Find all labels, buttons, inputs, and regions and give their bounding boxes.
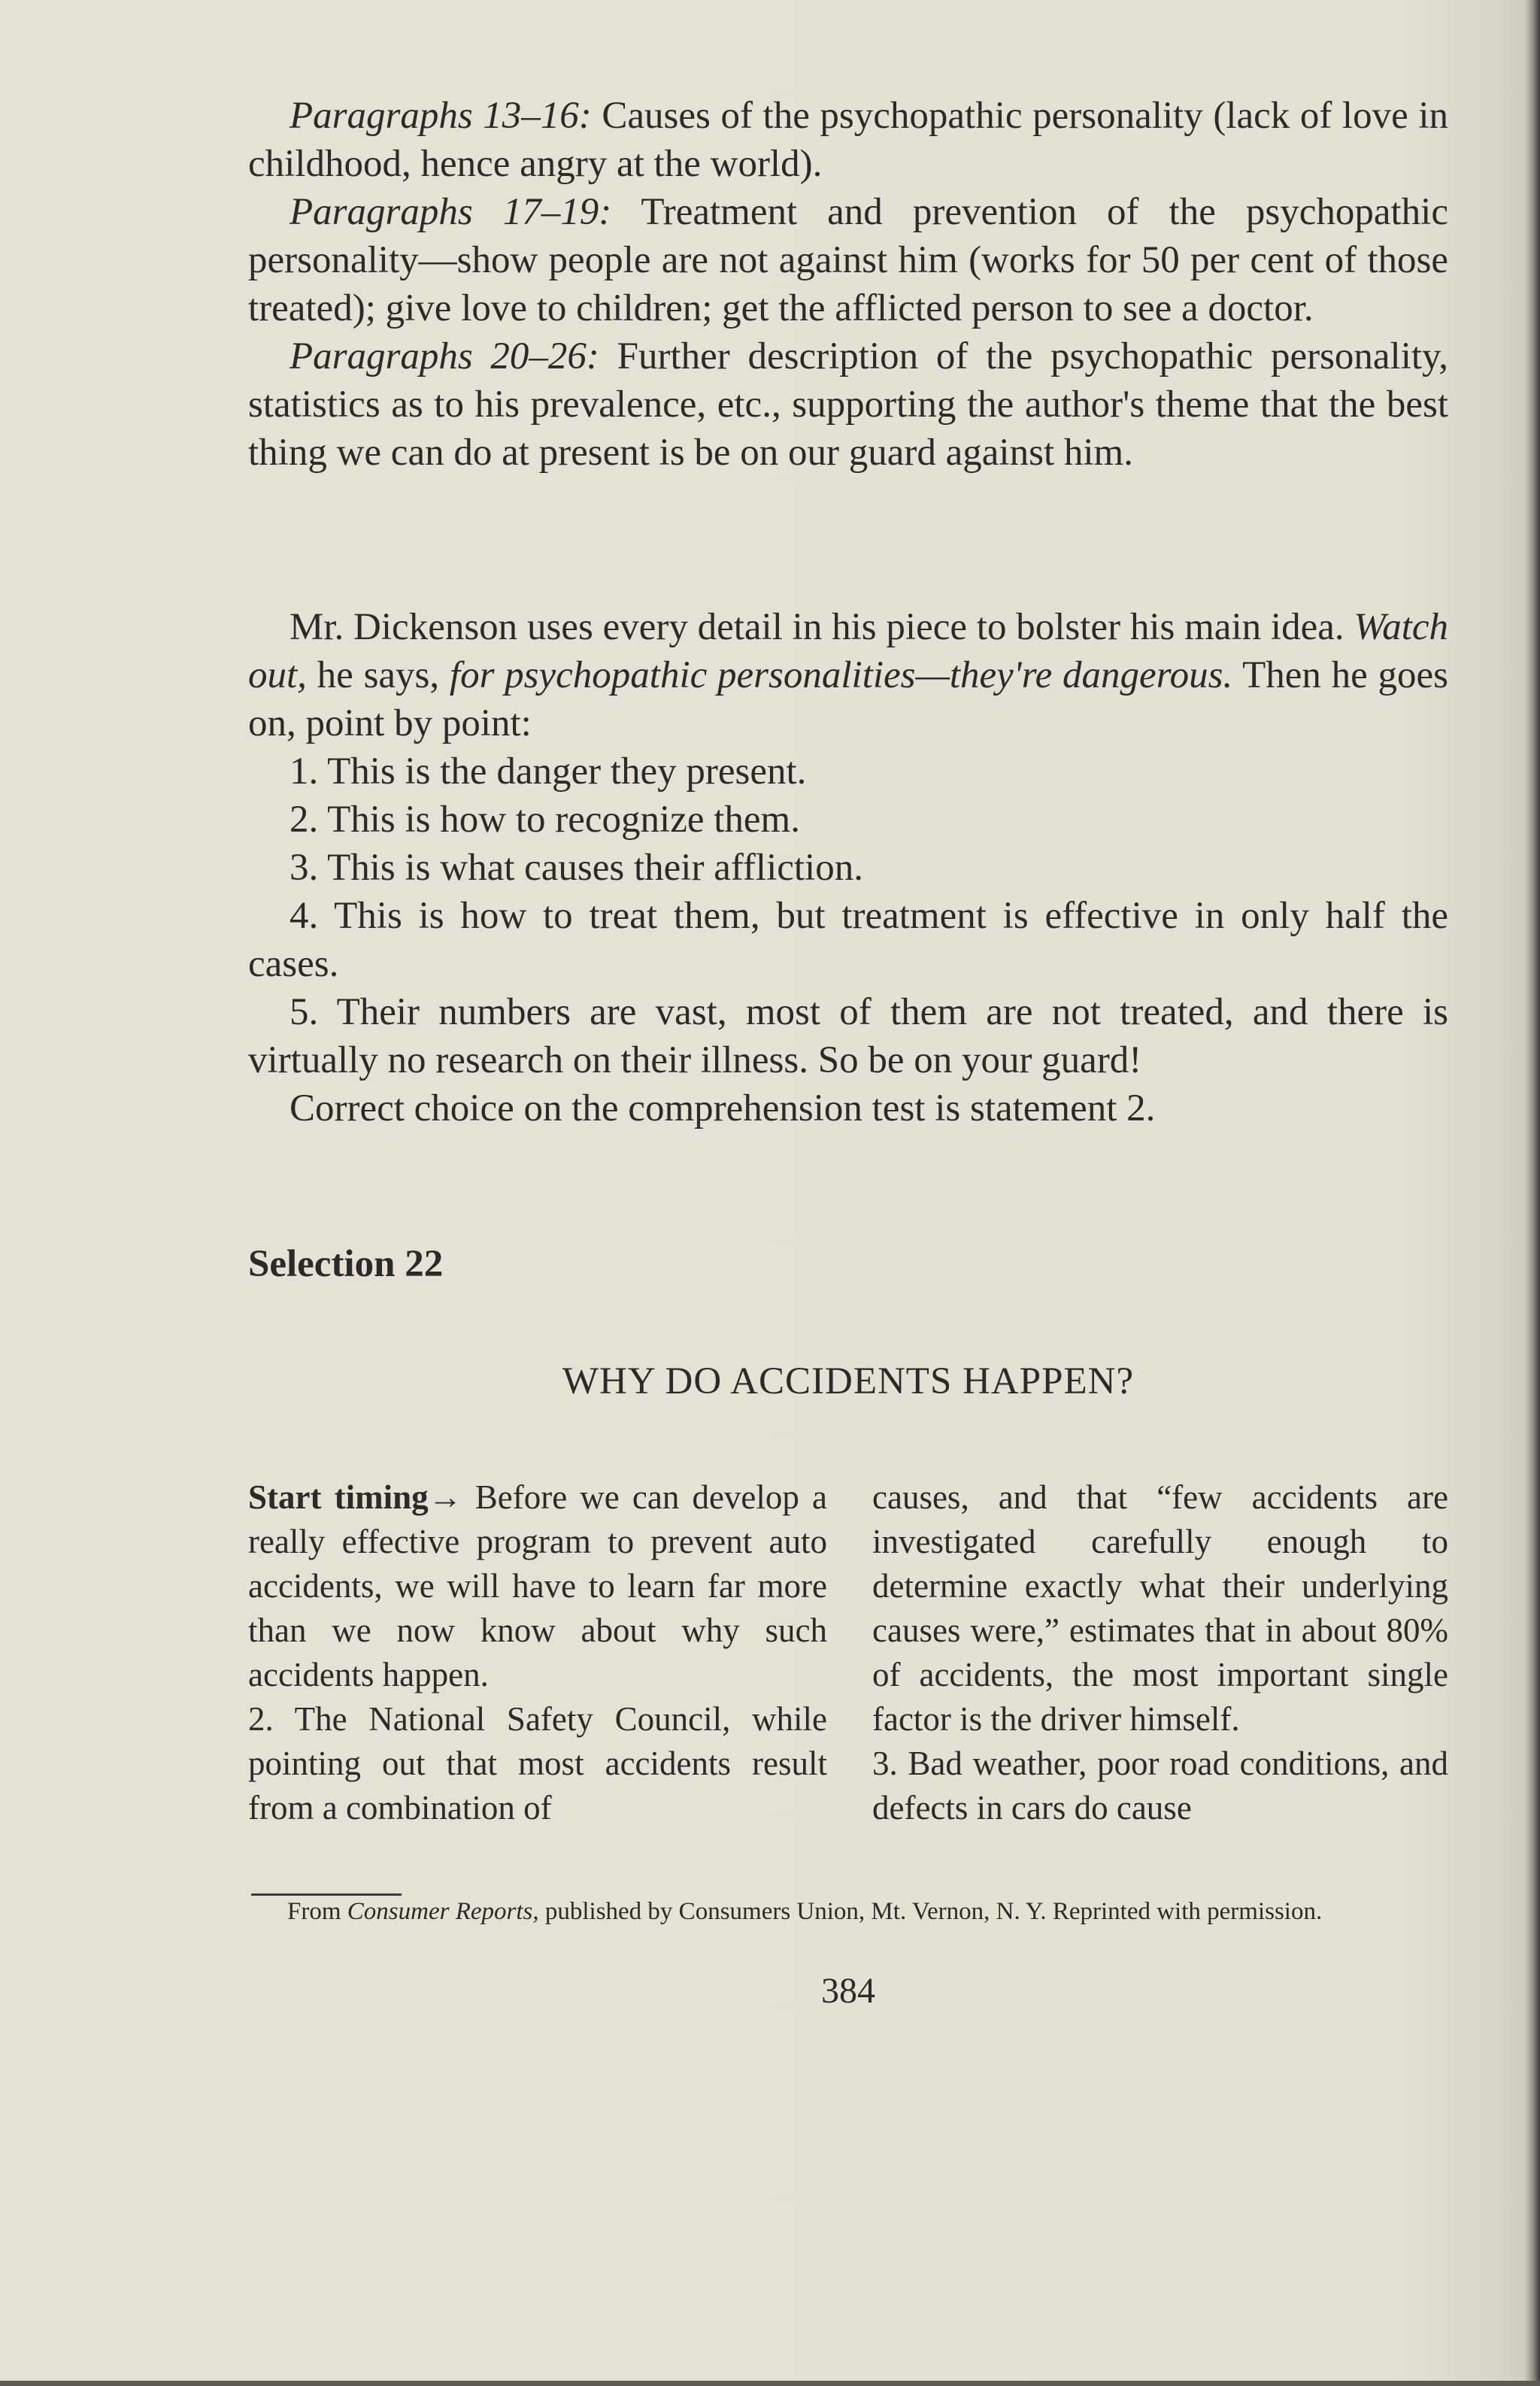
analysis-intro (248, 603, 1448, 747)
article-column-left (248, 1475, 827, 1830)
binding-edge-shadow (1525, 0, 1540, 2386)
paragraph-label: Paragraphs 17–19: (290, 191, 612, 233)
article-text: Before we can develop a really effective program to prevent auto accidents, we will have to learn far more than we now know about why such accidents happen. (248, 1478, 827, 1693)
paragraph-label: Paragraphs 20–26: (290, 335, 599, 377)
bottom-edge (0, 2381, 1540, 2386)
intro-text: Mr. Dickenson uses every detail in his piece to bolster his main idea. (290, 606, 1354, 648)
article-paragraph: 3. Bad weather, poor road conditions, and defects in cars do cause (872, 1745, 1448, 1827)
article-column-right (872, 1475, 1448, 1830)
point-item: 1. This is the danger they present. (290, 750, 807, 793)
paragraph-label: Paragraphs 13–16: (290, 95, 592, 137)
point-item: 2. This is how to recognize them. (290, 799, 800, 841)
summary-paragraph (248, 188, 1448, 332)
point-item: 4. This is how to treat them, but treatment is effective in only half the cases. (248, 895, 1448, 985)
summary-section (248, 92, 1448, 477)
selection-label: Selection 22 (248, 1243, 444, 1285)
page-number: 384 (821, 1971, 875, 2011)
analysis-section (248, 603, 1448, 1132)
summary-paragraph (248, 332, 1448, 477)
footnote-text: published by Consumers Union, Mt. Vernon, N. Y. Reprinted with permission. (538, 1898, 1323, 1925)
paragraph-text: Treatment and prevention of the psychopathic personality—show people are not against him (works for 50 per cent of those treated); give love to children; get the afflicted person to see a doctor. (248, 191, 1448, 329)
paragraph-text: Causes of the psychopathic personality (lack of love in childhood, hence angry at the world). (248, 95, 1448, 185)
point-item: 3. This is what causes their affliction. (290, 847, 863, 889)
article-paragraph: 2. The National Safety Council, while pointing out that most accidents result from a combination of (248, 1700, 827, 1827)
conclusion: Correct choice on the comprehension test is statement 2. (290, 1087, 1156, 1129)
summary-paragraph (248, 92, 1448, 188)
paragraph-text: Further description of the psychopathic personality, statistics as to his prevalence, etc., supporting the author's theme that the best thing we can do at present is be on our guard against him. (248, 335, 1448, 474)
intro-text: Then he goes on, point by point: (248, 654, 1448, 744)
footnote-source: Consumer Reports, (347, 1898, 539, 1925)
intro-italic: for psychopathic personalities—they're dangerous. (449, 654, 1233, 696)
intro-italic: Watch out, (248, 606, 1448, 696)
footnote (248, 1895, 1448, 1928)
intro-text: he says, (306, 654, 450, 696)
article-paragraph (248, 1475, 827, 1697)
article-paragraph: causes, and that “few accidents are investigated carefully enough to determine exactly what their underlying causes were,” estimates that in about 80% of accidents, the most important single factor is the driver himself. (872, 1478, 1448, 1738)
point-item: 5. Their numbers are vast, most of them are not treated, and there is virtually no research on their illness. So be on your guard! (248, 991, 1448, 1081)
footnote-prefix: From (287, 1898, 347, 1925)
selection-title: WHY DO ACCIDENTS HAPPEN? (562, 1360, 1135, 1402)
start-timing-label: Start timing→ (248, 1478, 462, 1516)
